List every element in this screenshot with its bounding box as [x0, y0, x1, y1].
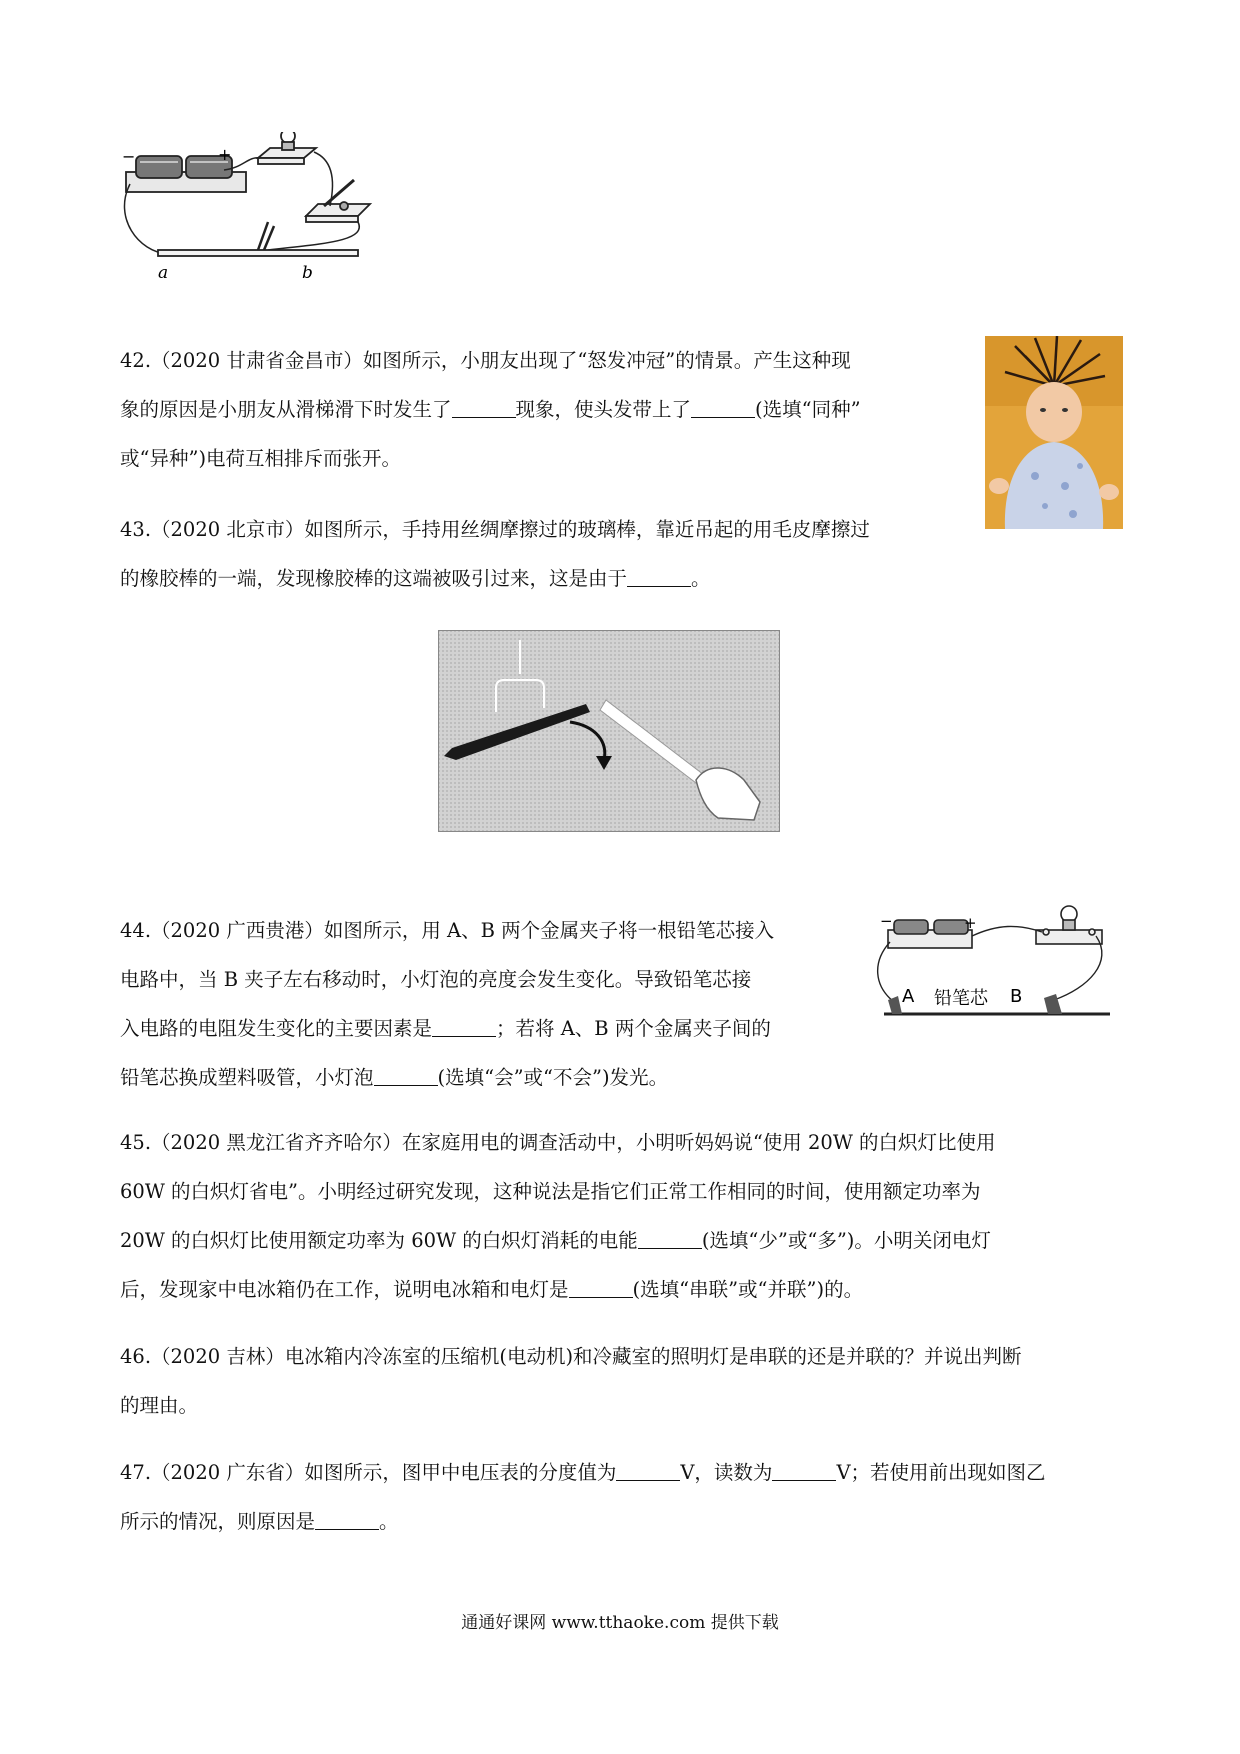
battery-minus-label: − — [122, 147, 136, 166]
pencil-core-circuit-figure — [858, 902, 1118, 1028]
question-45: 45.（2020 黑龙江省齐齐哈尔）在家庭用电的调查活动中，小明听妈妈说“使用 20W 的白炽灯比使用 60W 的白炽灯省电”。小明经过研究发现，这种说法是指它们正常工作相同的时间，使用额定功率为 20W 的白炽灯比使用额定功率为 60W 的白炽灯消耗的电能 (选填“少”或“多”)。小明关闭电灯 后，发现家中电冰箱仍在工作，说明电冰箱和电灯是 (选填“串联”或“并联”)的。 — [120, 1131, 996, 1301]
strip-end-a-label: a — [158, 263, 169, 283]
question-43: 43.（2020 北京市）如图所示，手持用丝绸摩擦过的玻璃棒，靠近吊起的用毛皮摩擦过 的橡胶棒的一端，发现橡胶棒的这端被吸引过来，这是由于 。 — [120, 518, 870, 590]
battery-plus-label: + — [218, 145, 232, 164]
answer-blank[interactable] — [452, 396, 516, 418]
battery-minus-label: − — [880, 912, 893, 930]
clip-b — [1044, 994, 1062, 1014]
charged-rod-figure — [438, 630, 780, 832]
answer-blank[interactable] — [374, 1064, 438, 1086]
answer-blank[interactable] — [616, 1459, 680, 1481]
strip-end-b-label: b — [302, 263, 313, 283]
answer-blank[interactable] — [627, 565, 691, 587]
question-47: 47.（2020 广东省）如图所示，图甲中电压表的分度值为 V，读数为 V；若使用前出现如图乙 所示的情况，则原因是 。 — [120, 1448, 1130, 1546]
bulb-holder — [258, 132, 316, 164]
answer-blank[interactable] — [691, 396, 755, 418]
static-hair-child-photo — [985, 336, 1123, 529]
answer-blank[interactable] — [569, 1276, 633, 1298]
answer-blank[interactable] — [638, 1227, 702, 1249]
battery-plus-label: + — [964, 914, 977, 932]
question-46: 46.（2020 吉林）电冰箱内冷冻室的压缩机(电动机)和冷藏室的照明灯是串联的还是并联的？并说出判断 的理由。 — [120, 1345, 1022, 1417]
question-42: 42.（2020 甘肃省金昌市）如图所示，小朋友出现了“怒发冲冠”的情景。产生这种现 象的原因是小朋友从滑梯滑下时发生了 现象，使头发带上了 (选填“同种” 或“异种”)电荷互相排斥而张开。 — [120, 349, 861, 470]
answer-blank[interactable] — [315, 1508, 379, 1530]
page-footer: 通通好课网 www.tthaoke.com 提供下载 — [461, 1613, 779, 1633]
clip-b-label: B — [1010, 986, 1023, 1007]
switch — [306, 180, 370, 222]
question-44: 44.（2020 广西贵港）如图所示，用 A、B 两个金属夹子将一根铅笔芯接入 电路中，当 B 夹子左右移动时，小灯泡的亮度会发生变化。导致铅笔芯接 入电路的电阻发生变化的主要因素是 ；若将 A、B 两个金属夹子间的 铅笔芯换成塑料吸管，小灯泡 (选填“会”或“不会”)发光。 — [120, 919, 775, 1089]
bulb-holder — [1036, 906, 1102, 944]
child-face — [1026, 382, 1082, 442]
battery-box — [888, 920, 972, 948]
answer-blank[interactable] — [772, 1459, 836, 1481]
circuit-figure-top — [118, 132, 418, 307]
clip-a-label: A — [902, 986, 915, 1007]
pencil-core-label: 铅笔芯 — [934, 988, 988, 1009]
answer-blank[interactable] — [432, 1015, 496, 1037]
metal-strip — [158, 222, 358, 256]
